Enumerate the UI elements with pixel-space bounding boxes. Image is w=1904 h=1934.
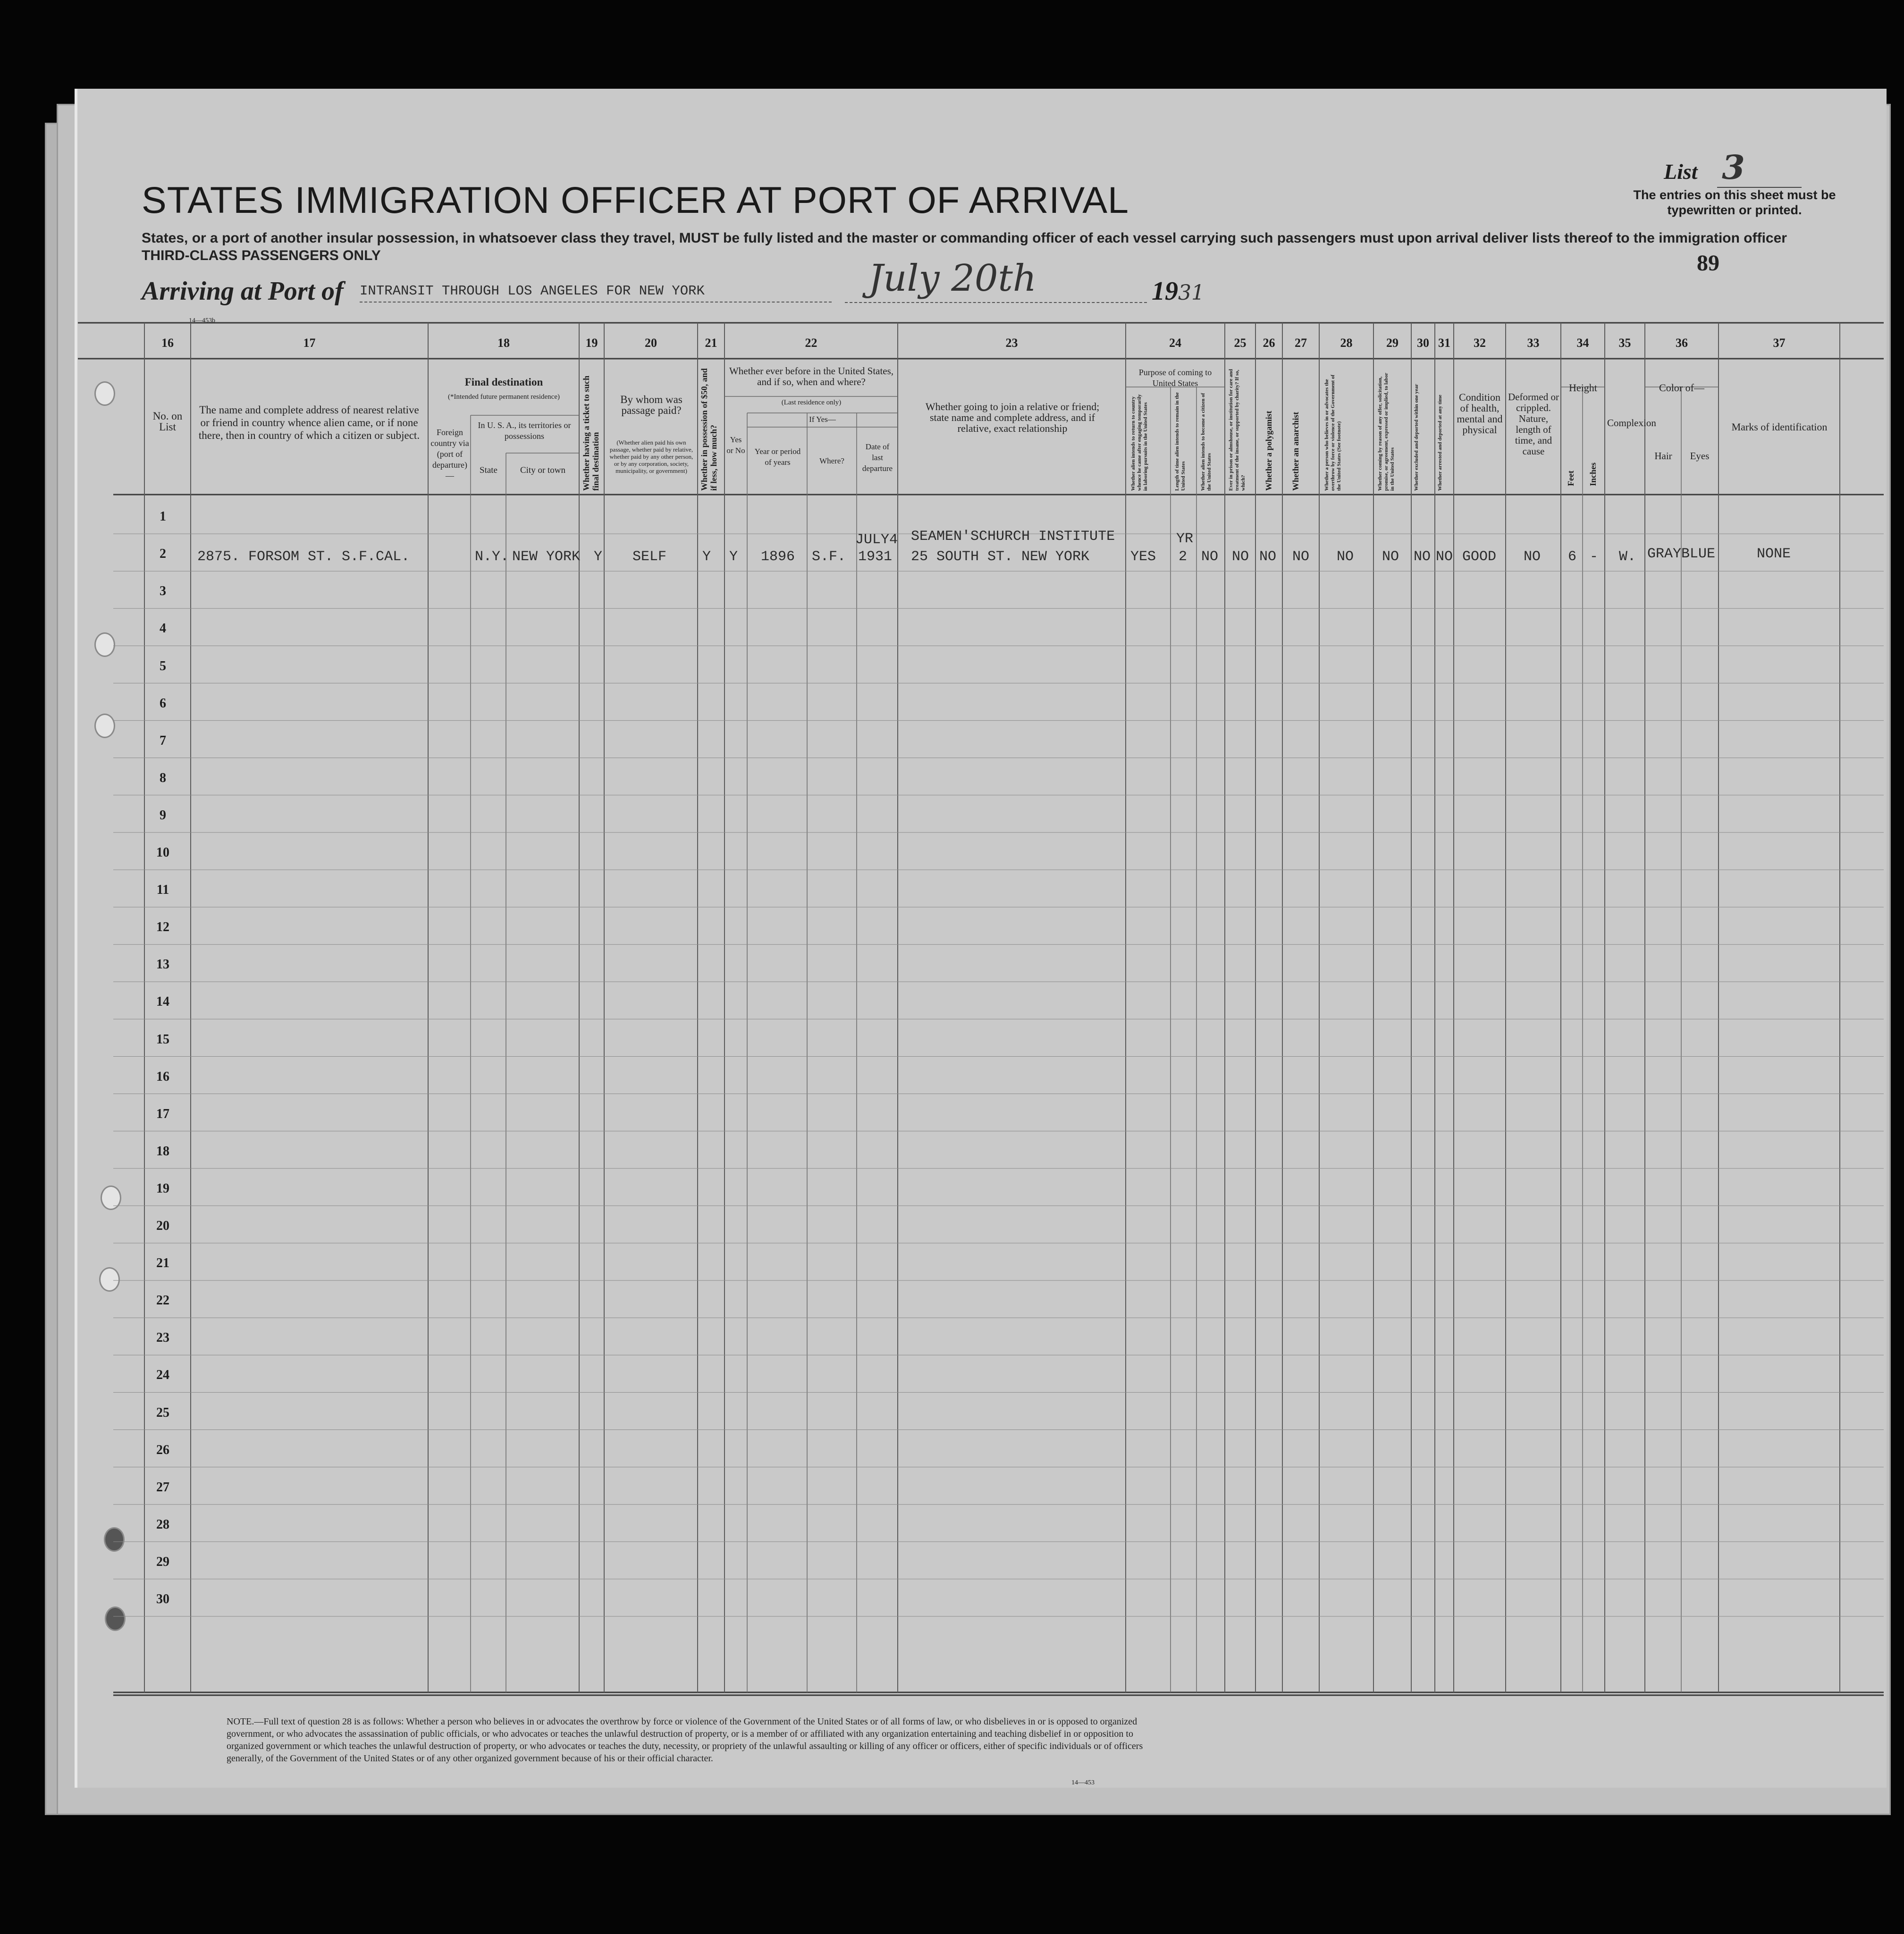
col18-state: State bbox=[480, 465, 497, 475]
year-prefix: 19 bbox=[1152, 277, 1178, 306]
list-label: List bbox=[1664, 160, 1698, 184]
row-number: 25 bbox=[156, 1405, 169, 1420]
form-code-top: 14—453b bbox=[189, 317, 215, 324]
col-num: 23 bbox=[1005, 336, 1018, 350]
col-num: 26 bbox=[1263, 336, 1275, 350]
col-num: 24 bbox=[1169, 336, 1181, 350]
entry-complexion: W. bbox=[1619, 549, 1636, 565]
entry-prison: NO bbox=[1232, 549, 1249, 565]
col-num: 33 bbox=[1527, 336, 1540, 350]
entry-departure-year: 1931 bbox=[858, 549, 893, 565]
entry-passage: SELF bbox=[632, 549, 667, 565]
col36-eyes: Eyes bbox=[1690, 450, 1710, 462]
col-num: 22 bbox=[805, 336, 817, 350]
row-number: 10 bbox=[156, 845, 169, 860]
row-number: 24 bbox=[156, 1368, 169, 1383]
col34-inches: Inches bbox=[1588, 462, 1598, 486]
col22-ifyes: If Yes— bbox=[809, 415, 836, 424]
row-number: 1 bbox=[160, 509, 166, 524]
col-num: 19 bbox=[585, 336, 598, 350]
col18-city: City or town bbox=[520, 465, 566, 475]
col23-header: Whether going to join a relative or friend; state name and complete address, and if relative, exact relationship bbox=[925, 401, 1100, 434]
row-number: 22 bbox=[156, 1293, 169, 1308]
entry-offer: NO bbox=[1382, 549, 1399, 565]
col18-header: Final destination bbox=[464, 376, 543, 388]
col-num: 16 bbox=[161, 336, 174, 350]
col37-header: Marks of identification bbox=[1731, 421, 1828, 433]
col22-date: Date of last departure bbox=[862, 442, 893, 473]
entry-money: Y bbox=[702, 549, 711, 565]
entry-return: YES bbox=[1130, 549, 1156, 565]
row-number: 6 bbox=[160, 696, 166, 711]
col16-header: No. on List bbox=[152, 410, 183, 433]
col22-header: Whether ever before in the United States, and if so, when and where? bbox=[729, 365, 894, 387]
col17-header: The name and complete address of nearest relative or friend in country whence alien came, or if none there, then in country of which a citizen or subject. bbox=[198, 404, 420, 441]
col25-header: Ever in prison or almshouse, or institution for care and treatment of the insane, or supported by charity? If so, which? bbox=[1228, 369, 1246, 491]
col-num: 30 bbox=[1417, 336, 1429, 350]
row-number: 19 bbox=[156, 1181, 169, 1196]
entry-length-value: 2 bbox=[1179, 549, 1188, 565]
row-number: 2 bbox=[160, 547, 166, 562]
col22-year: Year or period of years bbox=[754, 447, 801, 467]
row-number: 23 bbox=[156, 1330, 169, 1345]
entry-length-unit: YR bbox=[1176, 531, 1194, 547]
col-num: 18 bbox=[497, 336, 510, 350]
entry-address: 2875. FORSOM ST. S.F.CAL. bbox=[197, 549, 410, 565]
entry-health: GOOD bbox=[1462, 549, 1497, 565]
row-number: 5 bbox=[160, 658, 166, 673]
col-num: 32 bbox=[1474, 336, 1486, 350]
row-number: 13 bbox=[156, 957, 169, 972]
col18-foreign: Foreign country via (port of departure)— bbox=[430, 428, 469, 480]
col24c-header: Whether alien intends to become a citizen of the United States bbox=[1200, 393, 1212, 491]
col20-header: By whom was passage paid? bbox=[620, 394, 682, 416]
col22-yesno: Yes or No bbox=[726, 435, 745, 455]
row-number: 16 bbox=[156, 1069, 169, 1084]
entry-excluded: NO bbox=[1414, 549, 1431, 565]
col34-feet: Feet bbox=[1566, 471, 1575, 486]
page-number: 89 bbox=[1697, 251, 1719, 276]
row-number: 17 bbox=[156, 1106, 169, 1121]
col32-header: Condition of health, mental and physical bbox=[1457, 391, 1503, 436]
row-number: 15 bbox=[156, 1032, 169, 1047]
col-num: 17 bbox=[303, 336, 316, 350]
col27-header: Whether an anarchist bbox=[1291, 412, 1300, 491]
row-number: 11 bbox=[156, 883, 169, 898]
port-value: INTRANSIT THROUGH LOS ANGELES FOR NEW YORK bbox=[360, 283, 832, 303]
col-num: 31 bbox=[1438, 336, 1450, 350]
col31-header: Whether arrested and deported at any time bbox=[1437, 395, 1443, 491]
row-number: 4 bbox=[160, 621, 166, 636]
col24a-header: Whether alien intends to return to country whence he came after engaging temporarily in laboring pursuits in the United States bbox=[1130, 394, 1148, 491]
row-number: 14 bbox=[156, 994, 169, 1009]
year-suffix: 31 bbox=[1178, 281, 1205, 305]
row-number: 18 bbox=[156, 1144, 169, 1159]
class-label: THIRD-CLASS PASSENGERS ONLY bbox=[142, 248, 381, 263]
entry-marks: NONE bbox=[1757, 546, 1791, 562]
entry-anarchist: NO bbox=[1292, 549, 1310, 565]
entry-join-address: 25 SOUTH ST. NEW YORK bbox=[911, 549, 1090, 565]
col-num: 29 bbox=[1386, 336, 1399, 350]
entry-city: NEW YORK bbox=[512, 549, 581, 565]
row-number: 12 bbox=[156, 920, 169, 935]
page-subtitle: States, or a port of another insular possession, in whatsoever class they travel, MUST be fully listed and the master or commanding officer of each vessel carrying such passengers must upon arrival deliver lists thereof to the immigration officer bbox=[142, 230, 1787, 246]
row-number: 21 bbox=[156, 1256, 169, 1271]
row-number: 9 bbox=[160, 807, 166, 823]
col-num: 28 bbox=[1340, 336, 1353, 350]
col24-header: Purpose of coming to United States bbox=[1138, 368, 1212, 388]
arrival-date: July 20th bbox=[868, 257, 1037, 300]
col-num: 37 bbox=[1773, 336, 1786, 350]
col18-usa: In U. S. A., its territories or possessions bbox=[478, 420, 571, 441]
col36-header: Color of— bbox=[1659, 382, 1704, 394]
col36-hair: Hair bbox=[1654, 450, 1672, 462]
col35-header: Complexion bbox=[1607, 417, 1656, 429]
entry-where: S.F. bbox=[812, 549, 846, 565]
entry-ticket: Y bbox=[594, 549, 603, 565]
list-number: 3 bbox=[1717, 148, 1802, 188]
col29-header: Whether coming by reason of any offer, solicitation, promise, or agreement, expressed or implied, to labor in the United States bbox=[1377, 373, 1395, 491]
row-number: 7 bbox=[160, 733, 166, 748]
entry-state: N.Y. bbox=[475, 549, 509, 565]
col19-header: Whether having a ticket to such final destination bbox=[581, 375, 600, 491]
col22-note: (Last residence only) bbox=[781, 399, 842, 406]
entry-before: Y bbox=[729, 549, 738, 565]
col22-where: Where? bbox=[819, 456, 844, 465]
row-number: 30 bbox=[156, 1592, 169, 1606]
col-num: 27 bbox=[1295, 336, 1307, 350]
col18-note: (*Intended future permanent residence) bbox=[448, 393, 560, 401]
col33-header: Deformed or crippled. Nature, length of time, and cause bbox=[1508, 391, 1559, 457]
entry-inches: - bbox=[1590, 549, 1599, 565]
entry-hair-eyes: GRAYBLUE bbox=[1647, 546, 1716, 562]
col-num: 21 bbox=[705, 336, 717, 350]
entry-polygamist: NO bbox=[1259, 549, 1277, 565]
entry-overthrow: NO bbox=[1337, 549, 1354, 565]
col-num: 36 bbox=[1676, 336, 1688, 350]
page-title: STATES IMMIGRATION OFFICER AT PORT OF ARRIVAL bbox=[142, 179, 1129, 221]
col-num: 35 bbox=[1618, 336, 1631, 350]
entry-feet: 6 bbox=[1568, 549, 1577, 565]
col24b-header: Length of time alien intends to remain in the United States bbox=[1174, 392, 1186, 491]
row-number: 20 bbox=[156, 1219, 169, 1233]
entry-join-name: SEAMEN'SCHURCH INSTITUTE bbox=[911, 529, 1115, 545]
row-number: 27 bbox=[156, 1480, 169, 1495]
entries-note: The entries on this sheet must be typewritten or printed. bbox=[1633, 188, 1836, 217]
form-code-bottom: 14—453 bbox=[1071, 1779, 1095, 1786]
col-num: 25 bbox=[1234, 336, 1247, 350]
footnote: NOTE.—Full text of question 28 is as follows: Whether a person who believes in or advocates the overthrow by force or violence of the Government of the United States or of all forms of law, or who disbelieves in or is opposed to organized government, or who advocates the assassination of public officials, or who advocates or teaches the unlawful destruction of property, or is a member of or affiliated with any organization entertaining and teaching disbelief in or opposition to organized government or which teaches the unlawful destruction of property, or who advocates or teaches the duty, necessity, or propriety of the unlawful assaulting or killing of any officer or officers, either of specific individuals or of officers generally, of the Government of the United States or of any other organized government because of his or their official character. bbox=[227, 1716, 1143, 1764]
arriving-label: Arriving at Port of bbox=[142, 277, 344, 306]
entry-deformed: NO bbox=[1524, 549, 1541, 565]
col-num: 34 bbox=[1576, 336, 1589, 350]
row-number: 3 bbox=[160, 584, 166, 599]
entry-citizen: NO bbox=[1201, 549, 1219, 565]
row-number: 29 bbox=[156, 1554, 169, 1569]
entry-arrested: NO bbox=[1436, 549, 1453, 565]
col34-header: Height bbox=[1569, 382, 1597, 394]
entry-year: 1896 bbox=[761, 549, 795, 565]
col26-header: Whether a polygamist bbox=[1264, 411, 1273, 491]
row-number: 26 bbox=[156, 1442, 169, 1457]
col21-header: Whether in possession of $50, and if less, how much? bbox=[699, 368, 718, 491]
col-num: 20 bbox=[645, 336, 657, 350]
col28-header: Whether a person who believes in or advocates the overthrow by force or violence of the Government of the United States (See footnote) bbox=[1324, 374, 1342, 491]
row-number: 8 bbox=[160, 770, 166, 785]
entry-departure-month: JULY4 bbox=[855, 532, 898, 548]
col20-note: (Whether alien paid his own passage, whether paid by relative, whether paid by any other person, or by any corporation, society, municipality, or government) bbox=[609, 439, 693, 474]
row-number: 28 bbox=[156, 1517, 169, 1532]
col30-header: Whether excluded and deported within one year bbox=[1414, 384, 1419, 491]
